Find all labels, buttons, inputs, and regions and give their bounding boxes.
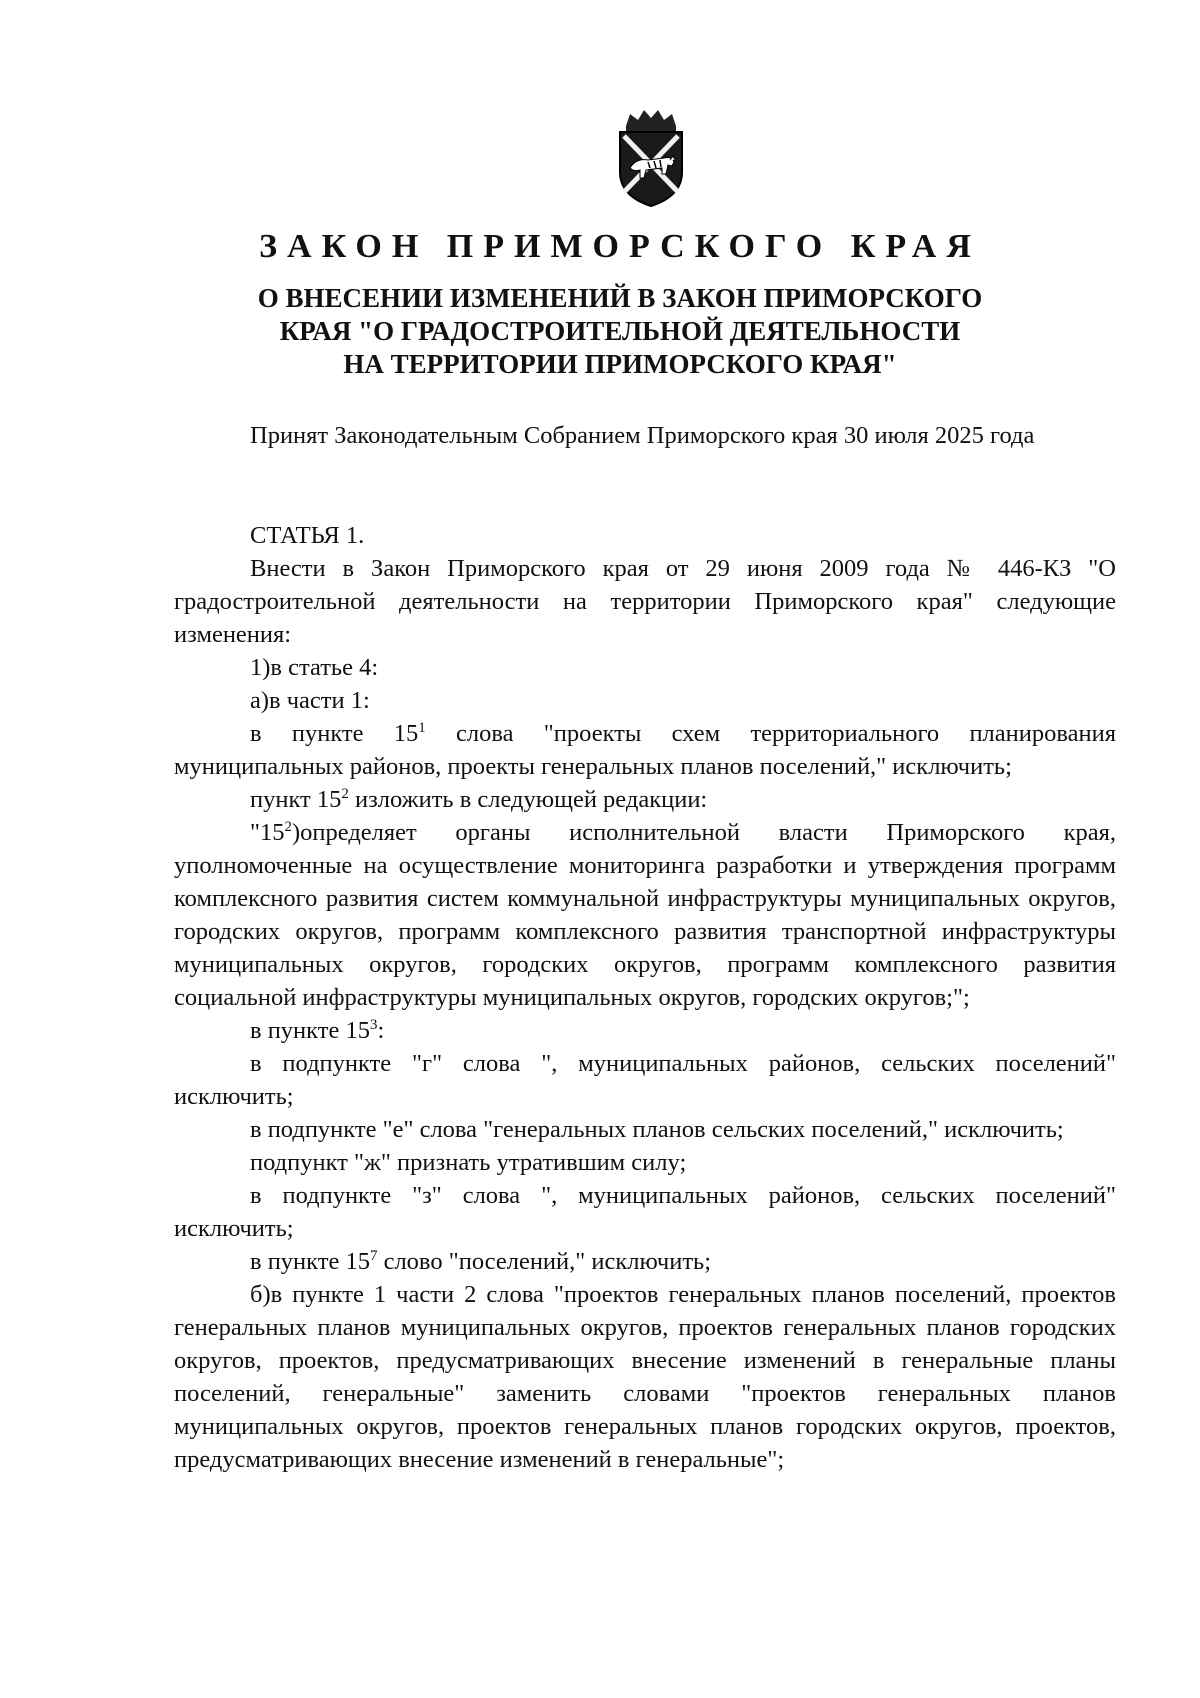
item-superscript: 2 <box>284 819 293 835</box>
item-text: в пункте 15 <box>250 720 419 747</box>
amendment-item <box>174 783 1116 816</box>
amendment-item: 1)в статье 4: <box>250 654 379 681</box>
amendment-item: в подпункте "з" слова ", муниципальных районов, сельских поселений" исключить; <box>174 1182 1116 1242</box>
law-title: ЗАКОН ПРИМОРСКОГО КРАЯ <box>259 228 981 265</box>
item-text: : <box>377 1017 385 1044</box>
item-text: в пункте 15 <box>250 1017 370 1044</box>
law-subtitle <box>0 282 1200 381</box>
amendment-item: в подпункте "г" слова ", муниципальных районов, сельских поселений" исключить; <box>174 1050 1116 1110</box>
item-superscript: 2 <box>341 786 349 802</box>
item-text: )определяет органы исполнительной власти Приморского края, уполномоченные на осуществление мониторинга разработки и утверждения программ комплексного развития систем коммунальной инфраструктуры муниципальных округов, городских округов, программ комплексного развития транспортной инфраструктуры муниципальных округов, городских округов, программ комплексного развития социальной инфраструктуры муниципальных округов, городских округов;"; <box>174 819 1116 1011</box>
item-text: "15 <box>250 819 285 846</box>
item-superscript: 7 <box>369 1248 378 1264</box>
article-intro: Внести в Закон Приморского края от 29 июня 2009 года № 446-КЗ "О градостроительной деятельности на территории Приморского края" следующие изменения: <box>174 555 1116 648</box>
subtitle-line-1: О ВНЕСЕНИИ ИЗМЕНЕНИЙ В ЗАКОН ПРИМОРСКОГО <box>257 283 983 313</box>
item-superscript: 1 <box>418 720 426 736</box>
adoption-note: Принят Законодательным Собранием Приморского края 30 июля 2025 года <box>250 422 1035 449</box>
amendment-item <box>174 717 1116 783</box>
amendment-item: б)в пункте 1 части 2 слова "проектов генеральных планов поселений, проектов генеральных планов муниципальных округов, проектов генеральных планов городских округов, проектов, предусматривающих внесение изменений в генеральные планы поселений, генеральные" заменить словами "проектов генеральных планов муниципальных округов, проектов генеральных планов городских округов, проектов, предусматривающих внесение изменений в генеральные"; <box>174 1281 1116 1473</box>
amendment-item <box>174 1014 1116 1047</box>
item-text: изложить в следующей редакции: <box>348 786 708 813</box>
subtitle-line-2: КРАЯ "О ГРАДОСТРОИТЕЛЬНОЙ ДЕЯТЕЛЬНОСТИ <box>279 316 961 346</box>
item-text: в пункте 15 <box>250 1248 370 1275</box>
article-body <box>174 552 1116 1476</box>
amendment-item <box>174 1245 1116 1278</box>
subtitle-line-3: НА ТЕРРИТОРИИ ПРИМОРСКОГО КРАЯ" <box>343 349 897 379</box>
amendment-item: в подпункте "е" слова "генеральных планов сельских поселений," исключить; <box>250 1116 1064 1143</box>
amendment-item: подпункт "ж" признать утратившим силу; <box>250 1149 687 1176</box>
amendment-item: а)в части 1: <box>250 687 370 714</box>
coat-of-arms-icon <box>612 108 690 208</box>
item-superscript: 3 <box>369 1017 378 1033</box>
amendment-item <box>174 816 1116 1014</box>
article-heading: СТАТЬЯ 1. <box>250 522 365 549</box>
item-text: пункт 15 <box>250 786 342 813</box>
item-text: слова "проекты схем территориального планирования муниципальных районов, проекты генеральных планов поселений," исключить; <box>174 720 1116 780</box>
item-text: слово "поселений," исключить; <box>377 1248 712 1275</box>
